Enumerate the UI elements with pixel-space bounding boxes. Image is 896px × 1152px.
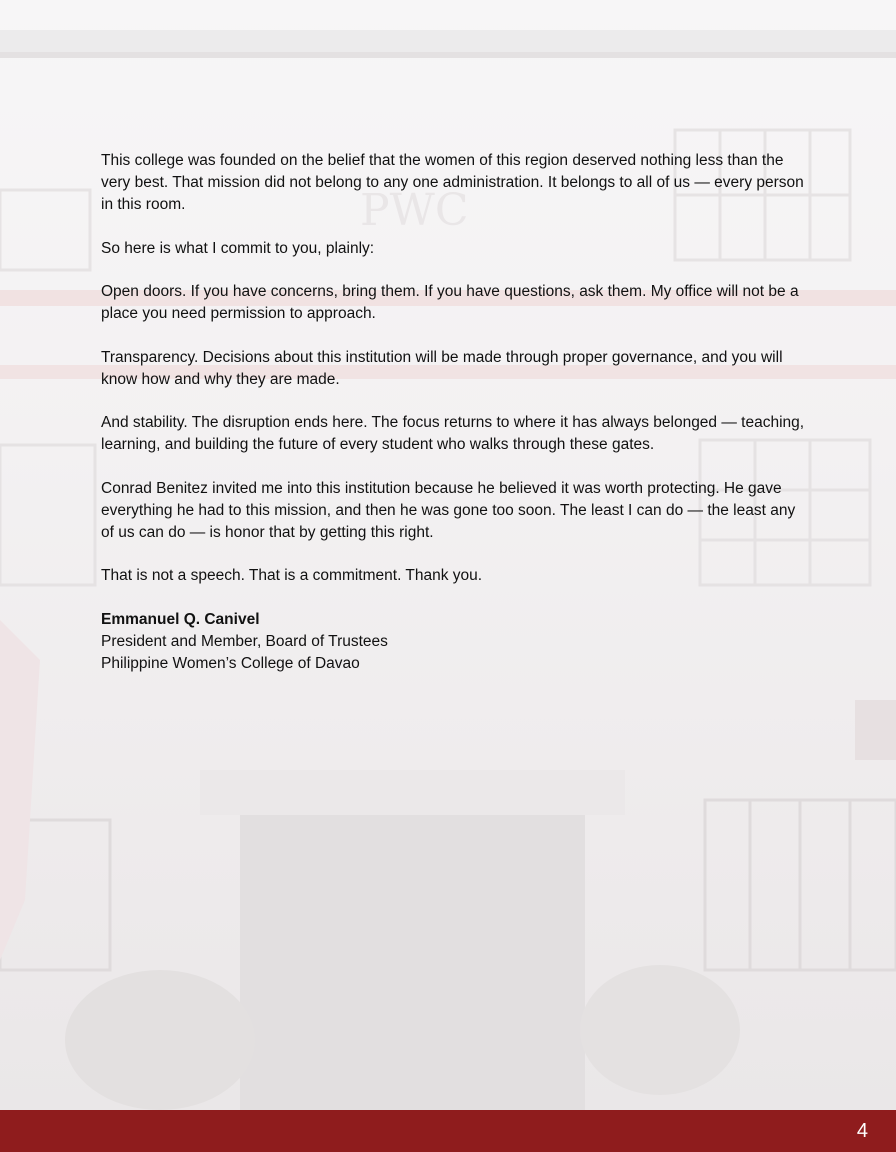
- page-number: 4: [856, 1120, 868, 1142]
- paragraph-stability: And stability. The disruption ends here. The focus returns to where it has always belonged — teaching, learning, and building the future of every student who walks through these gates.: [101, 414, 805, 453]
- signatory-title: President and Member, Board of Trustees: [101, 632, 388, 650]
- signatory-name: Emmanuel Q. Canivel: [101, 610, 260, 628]
- signature-block: [101, 609, 806, 675]
- paragraph-open-doors: Open doors. If you have concerns, bring them. If you have questions, ask them. My office will not be a place you need permission to approach.: [101, 283, 799, 322]
- paragraph-commitment-intro: So here is what I commit to you, plainly:: [101, 239, 375, 257]
- paragraph-transparency: Transparency. Decisions about this institution will be made through proper governance, and you will know how and why they are made.: [101, 348, 783, 388]
- footer-bar: [0, 1110, 896, 1152]
- letter-body: [101, 150, 806, 675]
- signatory-organization: Philippine Women’s College of Davao: [101, 654, 360, 672]
- paragraph-closing: That is not a speech. That is a commitment. Thank you.: [101, 567, 483, 584]
- paragraph-conrad-benitez: Conrad Benitez invited me into this institution because he believed it was worth protecting. He gave everything he had to this mission, and then he was gone too soon. The least I can do — the least any of us can do — is honor that by getting this right.: [101, 479, 796, 541]
- paragraph-founding: This college was founded on the belief that the women of this region deserved nothing less than the very best. That mission did not belong to any one administration. It belongs to all of us — every person in this room.: [101, 152, 804, 213]
- svg-text:PWC: PWC: [360, 185, 469, 236]
